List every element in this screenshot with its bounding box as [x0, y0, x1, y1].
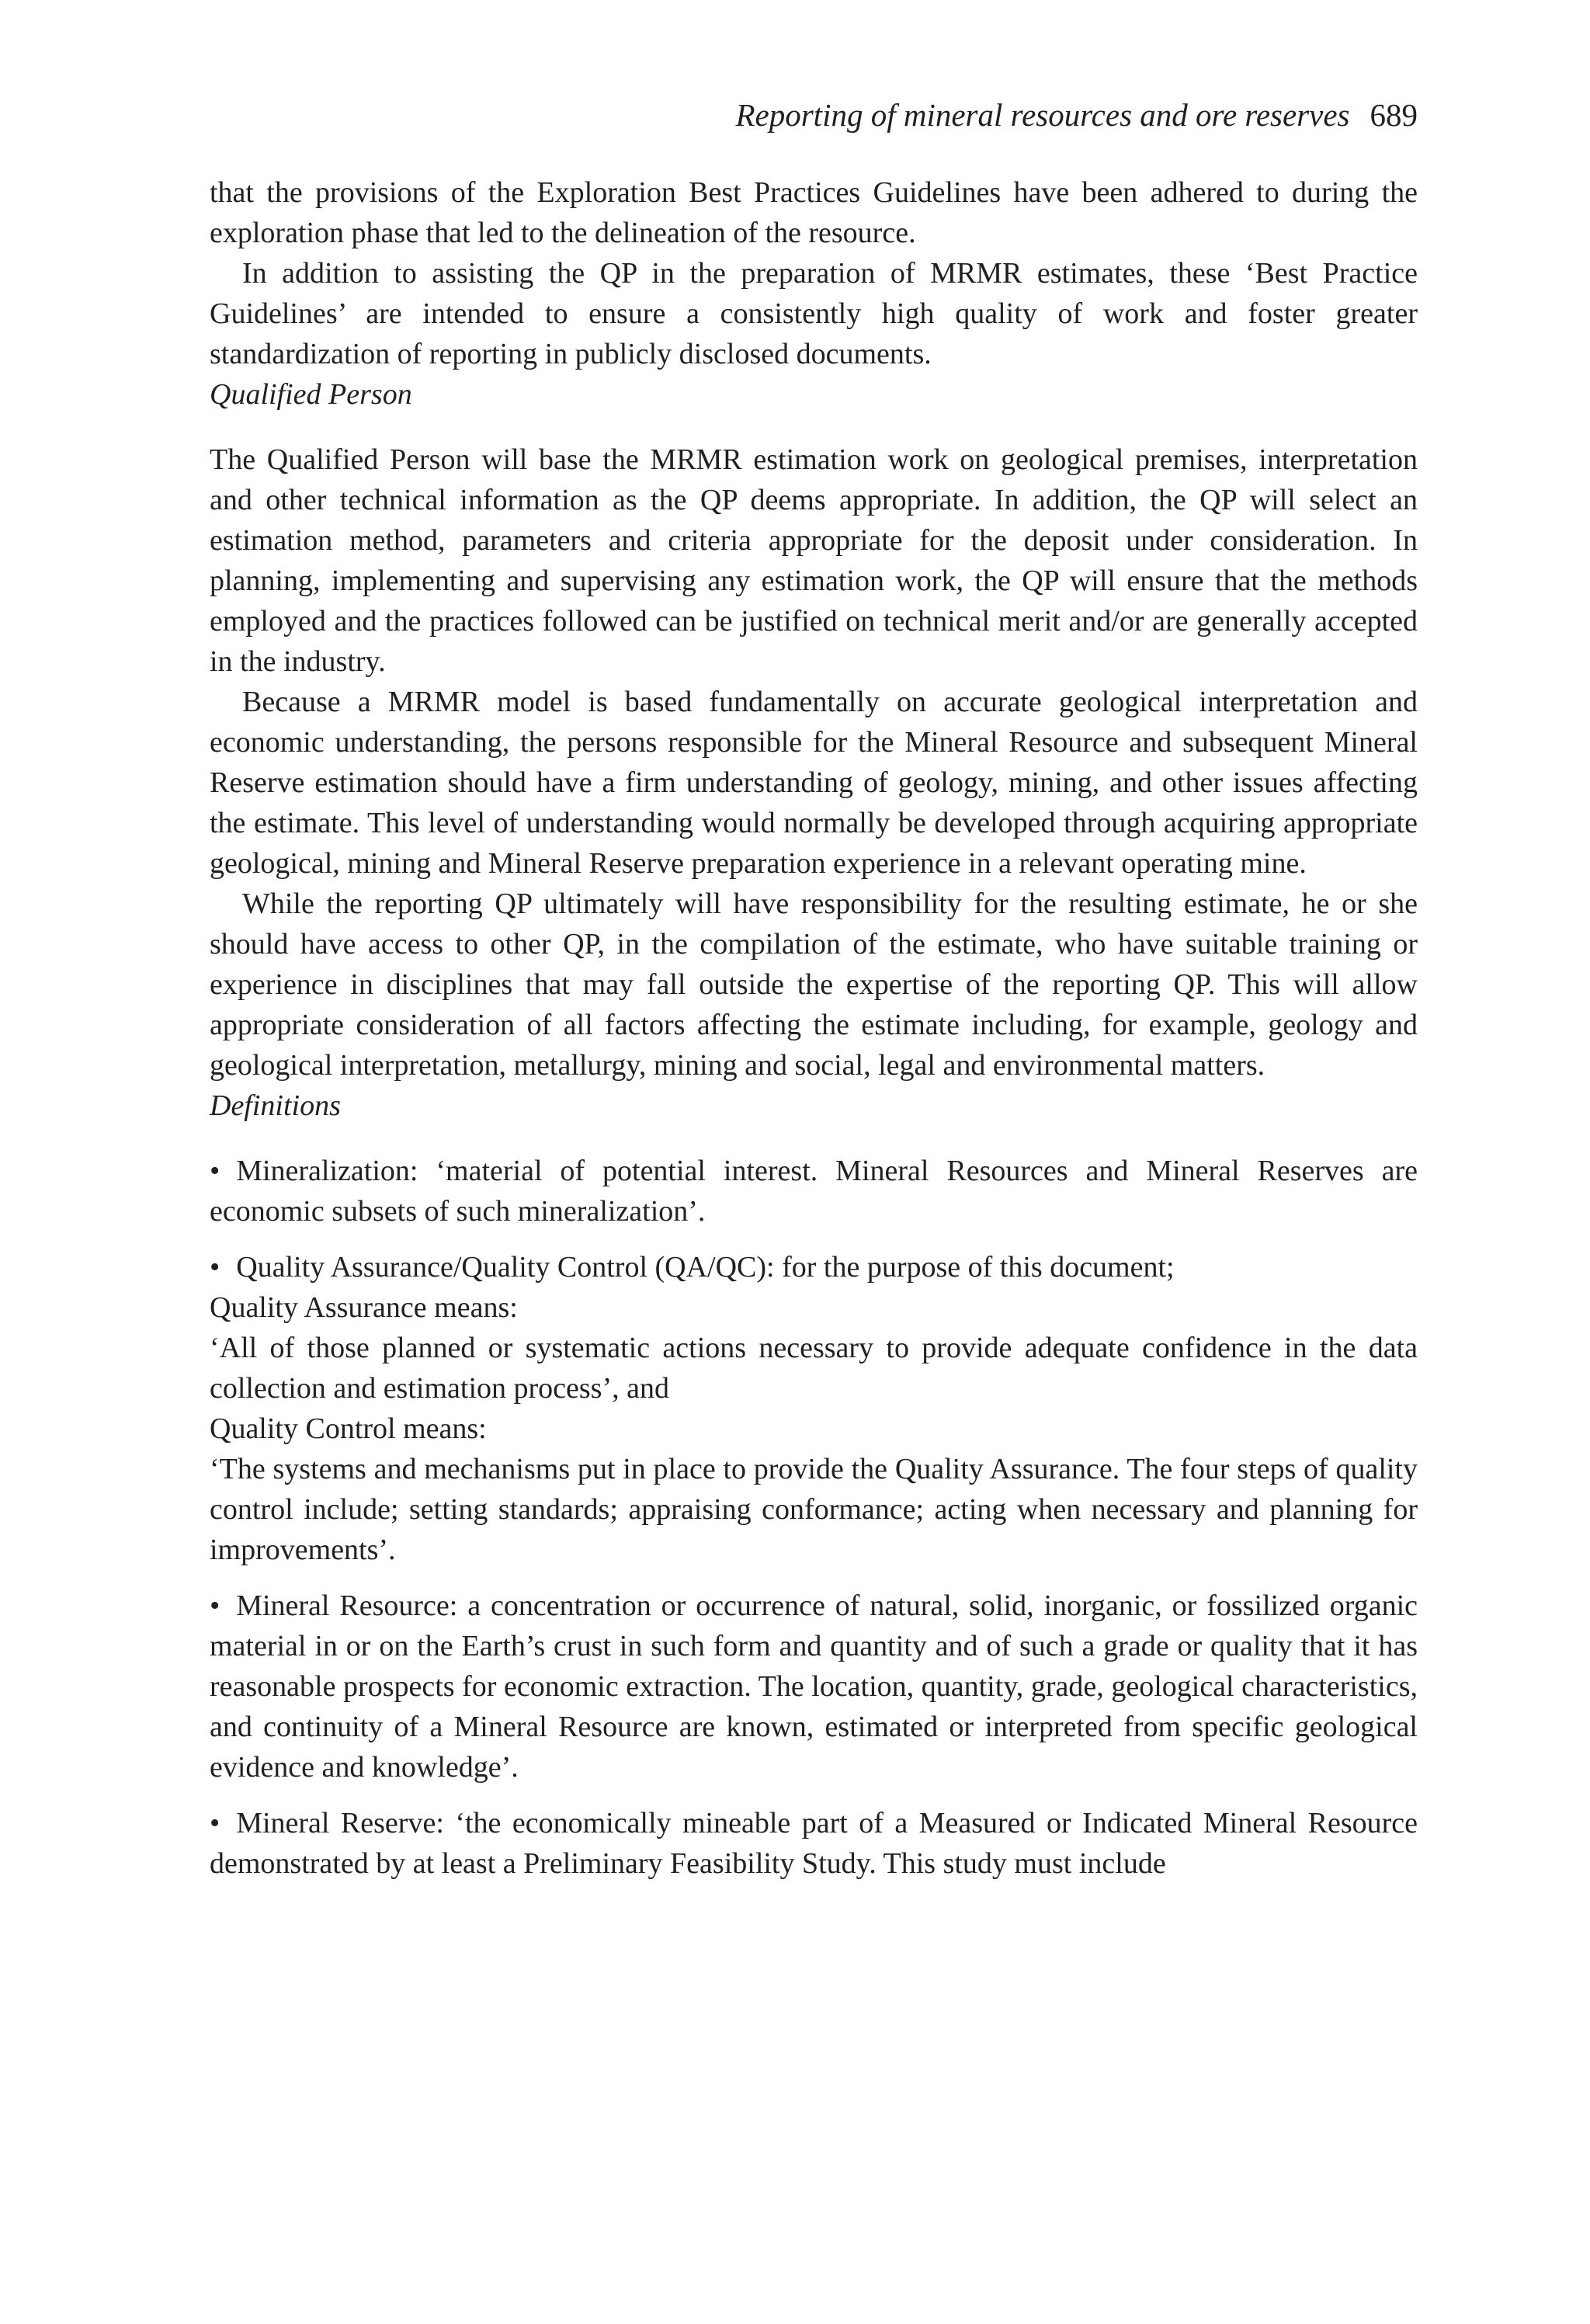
bullet-icon: • — [210, 1589, 220, 1622]
bullet-icon: • — [210, 1155, 220, 1187]
page-number: 689 — [1370, 97, 1418, 133]
definition-mineralization-text: Mineralization: ‘material of potential interest. Mineral Resources and Mineral Reserves are economic subsets of such mineralization’. — [210, 1155, 1418, 1228]
definition-qaqc-intro: Quality Assurance/Quality Control (QA/QC): for the purpose of this document; — [236, 1251, 1175, 1284]
qc-label: Quality Control means: — [210, 1412, 487, 1445]
definition-mineral-resource — [210, 1586, 1418, 1787]
running-head — [735, 92, 1418, 138]
qa-text: ‘All of those planned or systematic actions necessary to provide adequate confidence in the data collection and estimation process’, and — [210, 1332, 1418, 1405]
running-head-title: Reporting of mineral resources and ore reserves — [735, 97, 1350, 133]
definitions-heading: Definitions — [210, 1089, 341, 1122]
qualified-person-heading: Qualified Person — [210, 378, 412, 411]
intro-paragraph-2: In addition to assisting the QP in the preparation of MRMR estimates, these ‘Best Practice Guidelines’ are intended to ensure a consistently high quality of work and foster greater standardization of reporting in publicly disclosed documents. — [210, 257, 1418, 370]
definition-mineral-reserve-text: Mineral Reserve: ‘the economically mineable part of a Measured or Indicated Mineral Resource demonstrated by at least a Preliminary Feasibility Study. This study must include — [210, 1807, 1418, 1880]
bullet-icon: • — [210, 1251, 220, 1284]
qa-label: Quality Assurance means: — [210, 1291, 518, 1324]
qualified-person-paragraph-2: Because a MRMR model is based fundamentally on accurate geological interpretation and economic understanding, the persons responsible for the Mineral Resource and subsequent Mineral Reserve estimation should have a firm understanding of geology, mining, and other issues affecting the estimate. This level of understanding would normally be developed through acquiring appropriate geological, mining and Mineral Reserve preparation experience in a relevant operating mine. — [210, 686, 1418, 880]
definition-mineral-reserve — [210, 1803, 1418, 1884]
qualified-person-paragraph-1: The Qualified Person will base the MRMR estimation work on geological premises, interpretation and other technical information as the QP deems appropriate. In addition, the QP will select an estimation method, parameters and criteria appropriate for the deposit under consideration. In planning, implementing and supervising any estimation work, the QP will ensure that the methods employed and the practices followed can be justified on technical merit and/or are generally accepted in the industry. — [210, 443, 1418, 678]
definition-qaqc — [210, 1247, 1418, 1570]
qualified-person-section — [210, 439, 1418, 1086]
qualified-person-paragraph-3: While the reporting QP ultimately will have responsibility for the resulting estimate, he or she should have access to other QP, in the compilation of the estimate, who have suitable training or experience in disciplines that may fall outside the expertise of the reporting QP. This will allow appropriate consideration of all factors affecting the estimate including, for example, geology and geological interpretation, metallurgy, mining and social, legal and environmental matters. — [210, 888, 1418, 1082]
intro-paragraph-1: that the provisions of the Exploration Best Practices Guidelines have been adhered to during the exploration phase that led to the delineation of the resource. — [210, 176, 1418, 249]
definitions-list — [210, 1151, 1418, 1884]
page-body — [210, 172, 1418, 1884]
definition-mineralization — [210, 1151, 1418, 1231]
bullet-icon: • — [210, 1807, 220, 1839]
qc-text: ‘The systems and mechanisms put in place to provide the Quality Assurance. The four steps of quality control include; setting standards; appraising conformance; acting when necessary and planning for improvements’. — [210, 1453, 1418, 1566]
definition-mineral-resource-text: Mineral Resource: a concentration or occurrence of natural, solid, inorganic, or fossilized organic material in or on the Earth’s crust in such form and quantity and of such a grade or quality that it has reasonable prospects for economic extraction. The location, quantity, grade, geological characteristics, and continuity of a Mineral Resource are known, estimated or interpreted from specific geological evidence and knowledge’. — [210, 1589, 1418, 1784]
